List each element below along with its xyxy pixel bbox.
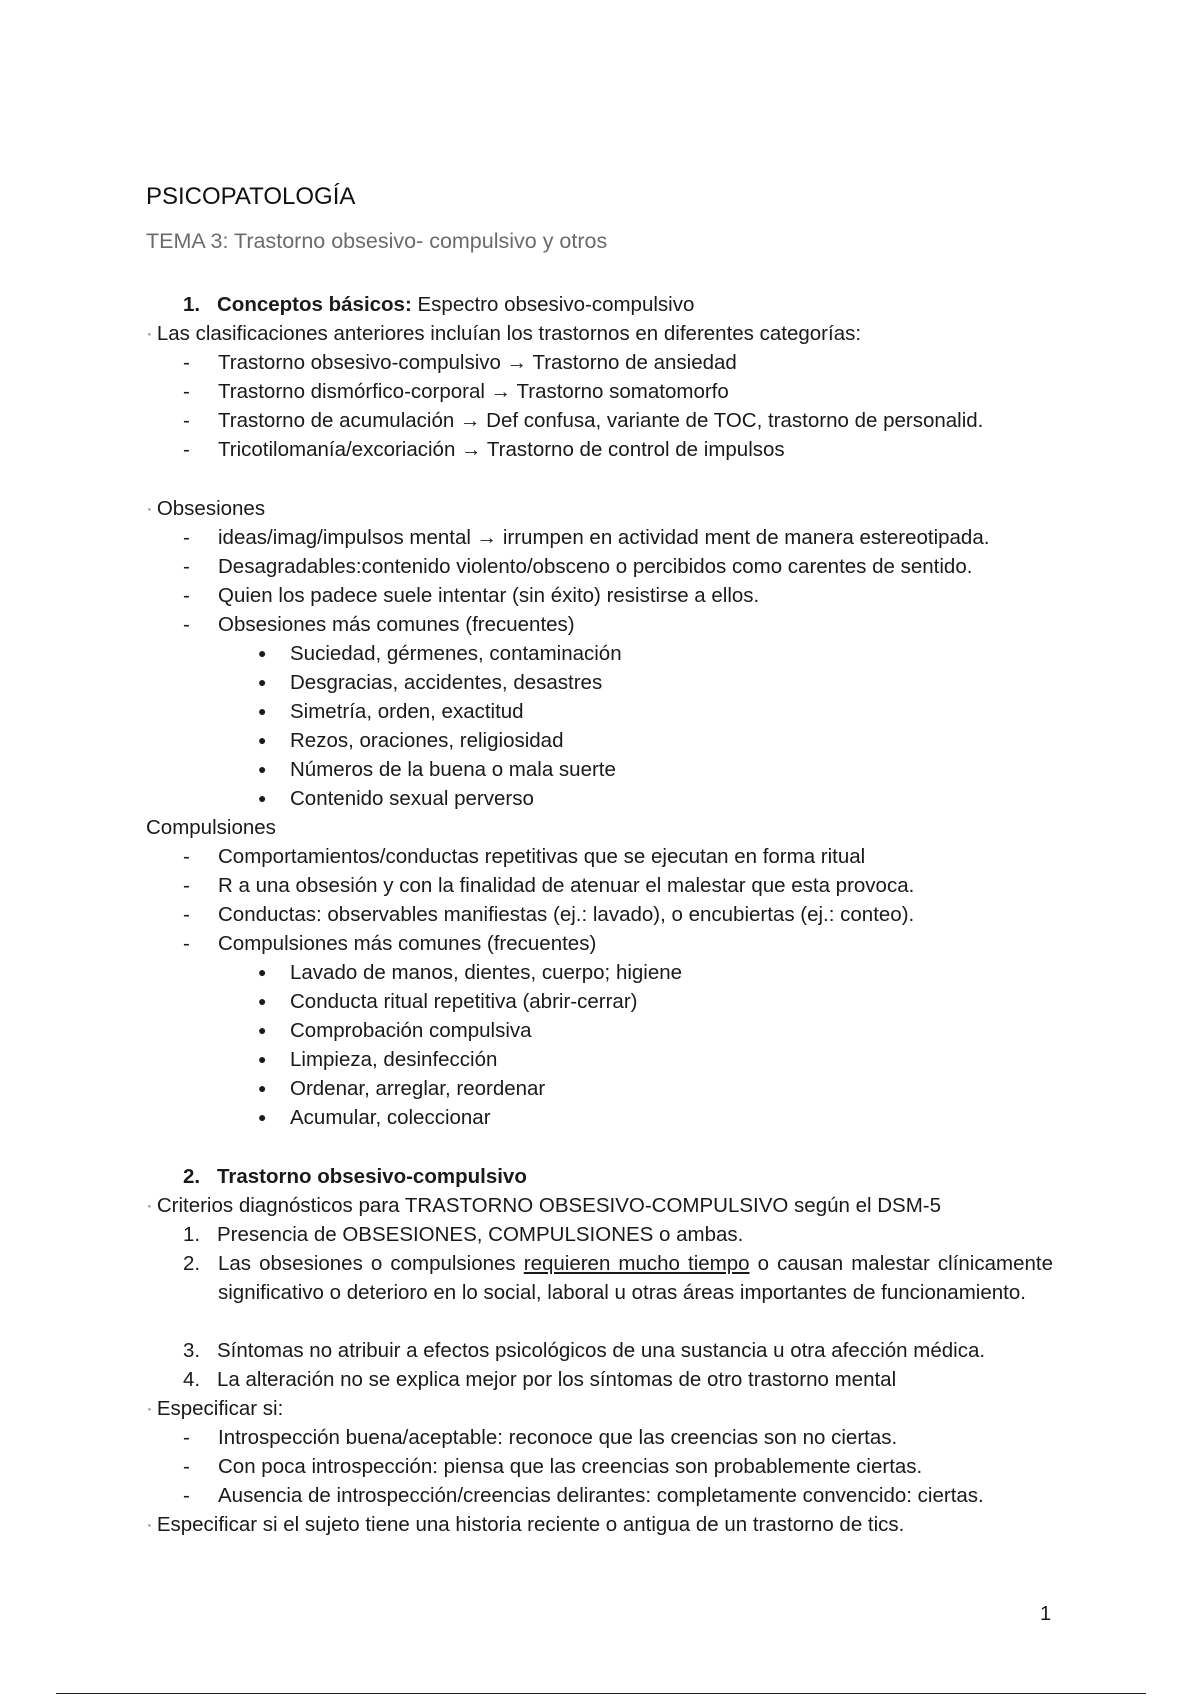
list-item-text: Tricotilomanía/excoriación → Trastorno de control de impulsos — [218, 438, 785, 461]
dash-marker: - — [183, 1426, 190, 1449]
dash-marker: - — [183, 584, 190, 607]
list-item-text: Con poca introspección: piensa que las creencias son probablemente ciertas. — [218, 1455, 923, 1478]
dash-marker: - — [183, 613, 190, 636]
bullet-dot: ● — [258, 674, 267, 690]
label-text: Especificar si: — [156, 1397, 284, 1420]
list-item-text: Obsesiones más comunes (frecuentes) — [218, 613, 575, 636]
list-item-text: R a una obsesión y con la finalidad de atenuar el malestar que esta provoca. — [218, 874, 915, 897]
criterio-item — [183, 1365, 896, 1394]
paragraph-text: Criterios diagnósticos para TRASTORNO OBSESIVO-COMPULSIVO según el DSM-5 — [156, 1194, 942, 1217]
dash-marker: - — [183, 351, 190, 374]
criterio-text: Presencia de OBSESIONES, COMPULSIONES o ambas. — [217, 1223, 744, 1246]
section-number: 1. — [183, 293, 201, 316]
bullet-dot: ● — [258, 761, 267, 777]
bullet-mark: · — [146, 1513, 153, 1536]
criterios-intro — [146, 1191, 941, 1220]
bullet-item-text: Contenido sexual perverso — [290, 787, 534, 810]
compulsiones-label: Compulsiones — [146, 816, 276, 839]
bullet-item-text: Números de la buena o mala suerte — [290, 758, 616, 781]
page-number: 1 — [1040, 1603, 1052, 1625]
bullet-item-text: Conducta ritual repetitiva (abrir-cerrar) — [290, 990, 638, 1013]
bullet-dot: ● — [258, 1022, 267, 1038]
bullet-item-text: Lavado de manos, dientes, cuerpo; higiene — [290, 961, 683, 984]
section-2-heading — [183, 1162, 527, 1191]
criterio-item — [183, 1220, 743, 1249]
bullet-mark: · — [146, 322, 153, 345]
dash-marker: - — [183, 932, 190, 955]
dash-marker: - — [183, 1484, 190, 1507]
bullet-item-text: Ordenar, arreglar, reordenar — [290, 1077, 546, 1100]
bullet-dot: ● — [258, 964, 267, 980]
bullet-item-text: Rezos, oraciones, religiosidad — [290, 729, 564, 752]
section-heading-bold: Conceptos básicos: — [217, 293, 412, 316]
criterio-text: La alteración no se explica mejor por los síntomas de otro trastorno mental — [217, 1368, 897, 1391]
bullet-dot: ● — [258, 703, 267, 719]
criterio-number: 1. — [183, 1223, 201, 1246]
section-number: 2. — [183, 1165, 201, 1188]
criterio-number: 3. — [183, 1339, 201, 1362]
obsesiones-label — [146, 494, 265, 523]
criterio-text: o causan malestar clínicamente significativo o deterioro en lo social, laboral u otras áreas importantes de funcionamiento. — [218, 1252, 1053, 1304]
bullet-item-text: Suciedad, gérmenes, contaminación — [290, 642, 622, 665]
dash-marker: - — [183, 438, 190, 461]
footer-divider — [56, 1693, 1146, 1694]
section-1-heading — [183, 290, 694, 319]
label-text: Obsesiones — [156, 497, 266, 520]
dash-marker: - — [183, 903, 190, 926]
bullet-dot: ● — [258, 1109, 267, 1125]
underlined-text: requieren mucho tiempo — [523, 1252, 750, 1275]
list-item-text: Introspección buena/aceptable: reconoce que las creencias son no ciertas. — [218, 1426, 898, 1449]
dash-marker: - — [183, 1455, 190, 1478]
dash-marker: - — [183, 845, 190, 868]
dash-marker: - — [183, 380, 190, 403]
list-item-text: Trastorno dismórfico-corporal → Trastorno somatomorfo — [218, 380, 729, 403]
bullet-mark: · — [146, 1397, 153, 1420]
list-item-text: Ausencia de introspección/creencias delirantes: completamente convencido: ciertas. — [218, 1484, 984, 1507]
dash-marker: - — [183, 409, 190, 432]
section-heading-rest: Espectro obsesivo-compulsivo — [417, 293, 695, 316]
bullet-dot: ● — [258, 645, 267, 661]
dash-marker: - — [183, 874, 190, 897]
list-item-text: Comportamientos/conductas repetitivas que se ejecutan en forma ritual — [218, 845, 866, 868]
bullet-mark: · — [146, 1194, 153, 1217]
section-heading-bold: Trastorno obsesivo-compulsivo — [217, 1165, 527, 1188]
list-item-text: Desagradables:contenido violento/obsceno o percibidos como carentes de sentido. — [218, 555, 973, 578]
bullet-item-text: Comprobación compulsiva — [290, 1019, 532, 1042]
criterio-item — [183, 1336, 985, 1365]
bullet-item-text: Acumular, coleccionar — [290, 1106, 491, 1129]
list-item-text: Trastorno de acumulación → Def confusa, variante de TOC, trastorno de personalid. — [218, 409, 984, 432]
list-item-text: Trastorno obsesivo-compulsivo → Trastorno de ansiedad — [218, 351, 737, 374]
paragraph-text: Especificar si el sujeto tiene una historia reciente o antigua de un trastorno de tics. — [156, 1513, 905, 1536]
classifications-intro — [146, 319, 861, 348]
bullet-dot: ● — [258, 732, 267, 748]
bullet-dot: ● — [258, 790, 267, 806]
criterio-number: 2. — [183, 1252, 201, 1275]
criterio-text: Las obsesiones o compulsiones — [218, 1252, 524, 1275]
page-title: PSICOPATOLOGÍA — [146, 183, 356, 210]
dash-marker: - — [183, 555, 190, 578]
list-item-text: Quien los padece suele intentar (sin éxito) resistirse a ellos. — [218, 584, 760, 607]
bullet-mark: · — [146, 497, 153, 520]
page-subtitle: TEMA 3: Trastorno obsesivo- compulsivo y otros — [146, 229, 608, 253]
list-item-text: Conductas: observables manifiestas (ej.: lavado), o encubiertas (ej.: conteo). — [218, 903, 915, 926]
criterio-2-text — [218, 1249, 1053, 1307]
bullet-dot: ● — [258, 1051, 267, 1067]
bullet-item-text: Desgracias, accidentes, desastres — [290, 671, 603, 694]
list-item-text: ideas/imag/impulsos mental → irrumpen en actividad ment de manera estereotipada. — [218, 526, 990, 549]
especificar-tics — [146, 1510, 904, 1539]
especificar-label — [146, 1394, 283, 1423]
paragraph-text: Las clasificaciones anteriores incluían los trastornos en diferentes categorías: — [156, 322, 862, 345]
bullet-item-text: Limpieza, desinfección — [290, 1048, 498, 1071]
bullet-dot: ● — [258, 1080, 267, 1096]
bullet-item-text: Simetría, orden, exactitud — [290, 700, 524, 723]
bullet-dot: ● — [258, 993, 267, 1009]
criterio-number: 4. — [183, 1368, 201, 1391]
dash-marker: - — [183, 526, 190, 549]
list-item-text: Compulsiones más comunes (frecuentes) — [218, 932, 597, 955]
criterio-text: Síntomas no atribuir a efectos psicológicos de una sustancia u otra afección médica. — [217, 1339, 986, 1362]
